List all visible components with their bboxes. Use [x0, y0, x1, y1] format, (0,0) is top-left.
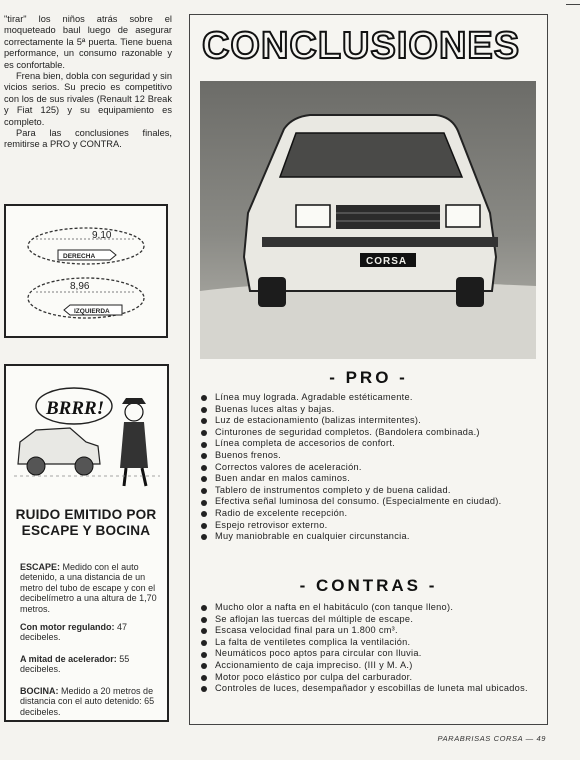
list-item: Accionamiento de caja impreciso. (III y M. A.) [200, 660, 538, 672]
right-turn-value: 9,10 [92, 230, 112, 241]
corner-mark [566, 4, 580, 5]
list-item: Buenos frenos. [200, 450, 538, 462]
cartoon-car-wheel [75, 457, 93, 475]
cartoon-sound-text: BRRR! [46, 398, 105, 419]
noise-title: RUIDO EMITIDO POR ESCAPE Y BOCINA [15, 507, 157, 538]
car-wheel [258, 277, 286, 307]
cartoon-figure-body [120, 422, 148, 468]
noise-idle-label: Con motor regulando: [20, 622, 115, 632]
contras-heading: - CONTRAS - [299, 576, 438, 595]
page-footer: PARABRISAS CORSA — 49 [437, 734, 546, 743]
list-item: Escasa velocidad final para un 1.800 cm³. [200, 625, 538, 637]
conclusions-panel [189, 14, 548, 725]
noise-half-value: 55 decibeles. [20, 654, 130, 675]
noise-idle-value: 47 decibeles. [20, 622, 128, 643]
list-item: Mucho olor a nafta en el habitáculo (con tanque lleno). [200, 602, 538, 614]
cartoon-car-wheel [27, 457, 45, 475]
noise-escape-text: Medido con el auto detenido, a una distancia de un metro del tubo de escape y con el decibelímetro a una altura de 1,70 metros. [20, 562, 157, 614]
turning-radius-diagram [6, 206, 166, 336]
intro-paragraph: Para las conclusiones finales, remitirse a PRO y CONTRA. [4, 128, 172, 150]
car-windshield [280, 133, 462, 177]
intro-paragraph: Frena bien, dobla con seguridad y sin vicios serios. Su precio es competitivo con los de sus rivales (Renault 12 Break y Fiat 125) y su equipamiento es completo. [4, 71, 172, 127]
list-item: Motor poco elástico por culpa del carburador. [200, 672, 538, 684]
list-item: Buen andar en malos caminos. [200, 473, 538, 485]
noise-half [20, 654, 160, 675]
list-item: Radio de excelente recepción. [200, 508, 538, 520]
noise-escape [20, 562, 160, 614]
intro-paragraph: "tirar" los niños atrás sobre el moqueteado baul luego de asegurar correctamente la 5ª puerta. Tiene buena performance, un consumo razonable y es confortable. [4, 14, 172, 70]
cartoon-figure-head [125, 403, 143, 421]
intro-text [4, 14, 172, 151]
pro-list [200, 392, 538, 543]
noise-idle [20, 622, 160, 643]
photo-ground [200, 282, 536, 359]
noise-horn-text: Medido a 20 metros de distancia con el auto detenido: 65 decibeles. [20, 686, 155, 717]
list-item: Tablero de instrumentos completo y de buena calidad. [200, 485, 538, 497]
list-item: Línea muy lograda. Agradable estéticamente. [200, 392, 538, 404]
list-item: Efectiva señal luminosa del consumo. (Especialmente en ciudad). [200, 496, 538, 508]
cartoon-illustration [12, 372, 162, 494]
list-item: Luz de estacionamiento (balizas intermitentes). [200, 415, 538, 427]
car-wheel [456, 277, 484, 307]
list-item: Neumáticos poco aptos para circular con lluvia. [200, 648, 538, 660]
noise-escape-label: ESCAPE: [20, 562, 61, 572]
noise-half-label: A mitad de acelerador: [20, 654, 117, 664]
list-item: Espejo retrovisor externo. [200, 520, 538, 532]
car-plate-text: CORSA [366, 256, 408, 267]
car-bumper [262, 237, 498, 247]
list-item: Buenas luces altas y bajas. [200, 404, 538, 416]
list-item: Correctos valores de aceleración. [200, 462, 538, 474]
left-turn-value: 8,96 [70, 281, 90, 292]
list-item: Línea completa de accesorios de confort. [200, 438, 538, 450]
list-item: Muy maniobrable en cualquier circunstancia. [200, 531, 538, 543]
noise-horn [20, 686, 160, 717]
list-item: Cinturones de seguridad completos. (Bandolera combinada.) [200, 427, 538, 439]
cartoon-figure-hat [122, 398, 146, 404]
pro-heading: - PRO - [329, 368, 408, 387]
car-grille [336, 205, 440, 229]
right-turn-label: DERECHA [63, 253, 96, 260]
noise-box [4, 364, 169, 722]
noise-horn-label: BOCINA: [20, 686, 59, 696]
car-headlight [296, 205, 330, 227]
turning-radius-box [4, 204, 168, 338]
conclusions-title: CONCLUSIONES [201, 24, 521, 67]
car-headlight [446, 205, 480, 227]
cartoon-figure-legs [124, 468, 146, 486]
left-turn-label: IZQUIERDA [74, 308, 110, 315]
list-item: Controles de luces, desempañador y escobillas de luneta mal ubicados. [200, 683, 538, 695]
list-item: La falta de ventiletes complica la ventilación. [200, 637, 538, 649]
car-photo [200, 81, 536, 359]
contras-list [200, 602, 538, 695]
list-item: Se aflojan las tuercas del múltiple de escape. [200, 614, 538, 626]
